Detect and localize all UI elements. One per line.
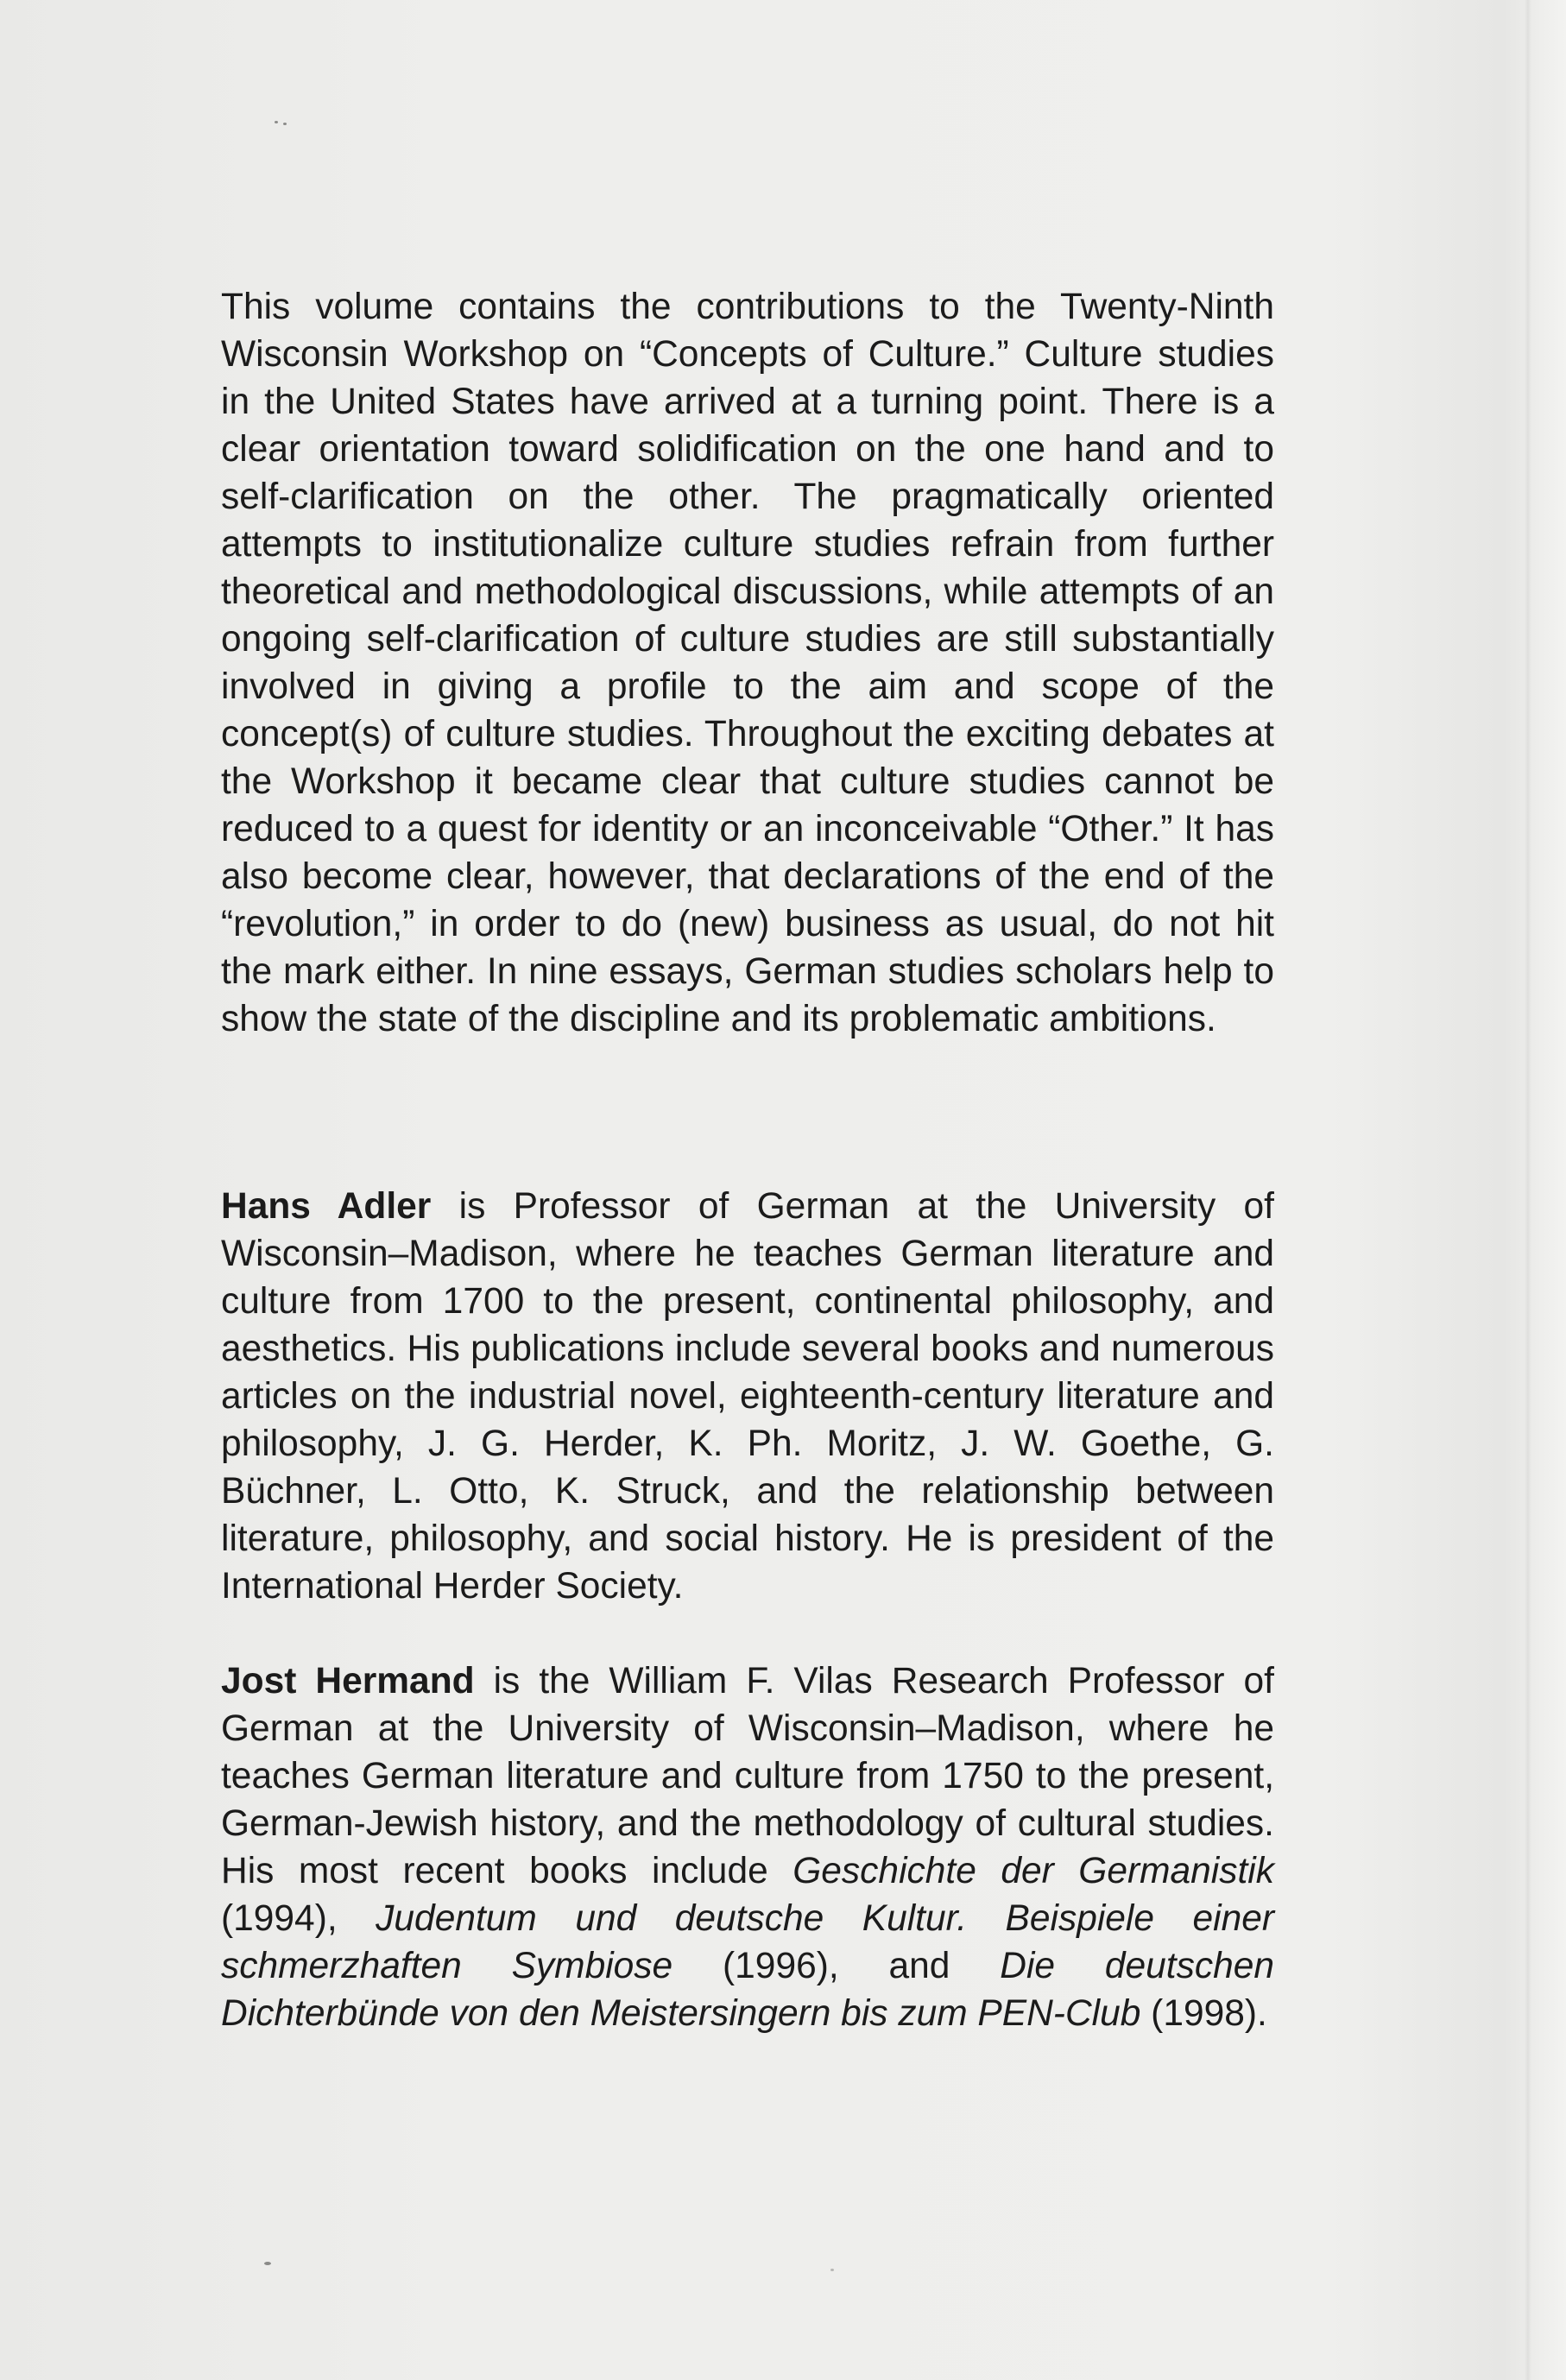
scan-speck	[275, 121, 278, 123]
author-bio-adler	[221, 1183, 1274, 1610]
scan-speck	[830, 2269, 834, 2271]
book-title-dichterbuende: Die deutschen Dichterbünde von den Meistersingern bis zum PEN-Club	[221, 1946, 1274, 2034]
book-title-geschichte: Geschichte der Germanistik	[792, 1851, 1274, 1891]
author-bio-hermand-intro: is the William F. Vilas Research Professor of German at the University of Wisconsin–Madison, where he teaches German literature and culture from 1750 to the present, German-Jewish history, and the methodology of cultural studies. His most recent books include	[221, 1661, 1274, 1891]
author-name-hermand: Jost Hermand	[221, 1661, 475, 1701]
author-name-adler: Hans Adler	[221, 1186, 432, 1227]
book-description: This volume contains the contributions to the Twenty-Ninth Wisconsin Workshop on “Concepts of Culture.” Culture studies in the United States have arrived at a turning point. There is a clear orientation toward solidification on the one hand and to self-clarification on the other. The pragmatically oriented attempts to institutionalize culture studies refrain from further theoretical and methodological discussions, while attempts of an ongoing self-clarification of culture studies are still substantially involved in giving a profile to the aim and scope of the concept(s) of culture studies. Throughout the exciting debates at the Workshop it became clear that culture studies cannot be reduced to a quest for identity or an inconceivable “Other.” It has also become clear, however, that declarations of the end of the “revolution,” in order to do (new) business as usual, do not hit the mark either. In nine essays, German studies scholars help to show the state of the discipline and its problematic ambitions.	[221, 287, 1274, 1039]
author-bio-hermand	[221, 1657, 1274, 2037]
author-bio-adler-text: is Professor of German at the University of Wisconsin–Madison, where he teaches German literature and culture from 1700 to the present, continental philosophy, and aesthetics. His publications include several books and numerous articles on the industrial novel, eighteenth-century literature and philosophy, J. G. Herder, K. Ph. Moritz, J. W. Goethe, G. Büchner, L. Otto, K. Struck, and the relationship between literature, philosophy, and social history. He is president of the International Herder Society.	[221, 1186, 1274, 1607]
book-year-1996: (1996), and	[672, 1946, 1001, 1986]
book-title-judentum: Judentum und deutsche Kultur. Beispiele einer schmerzhaften Symbiose	[221, 1898, 1274, 1986]
book-year-1998: (1998).	[1140, 1993, 1267, 2034]
scan-speck	[283, 123, 287, 125]
book-year-1994: (1994),	[221, 1898, 376, 1939]
scan-speck	[264, 2262, 271, 2265]
cover-edge-shadow	[1525, 0, 1531, 2380]
